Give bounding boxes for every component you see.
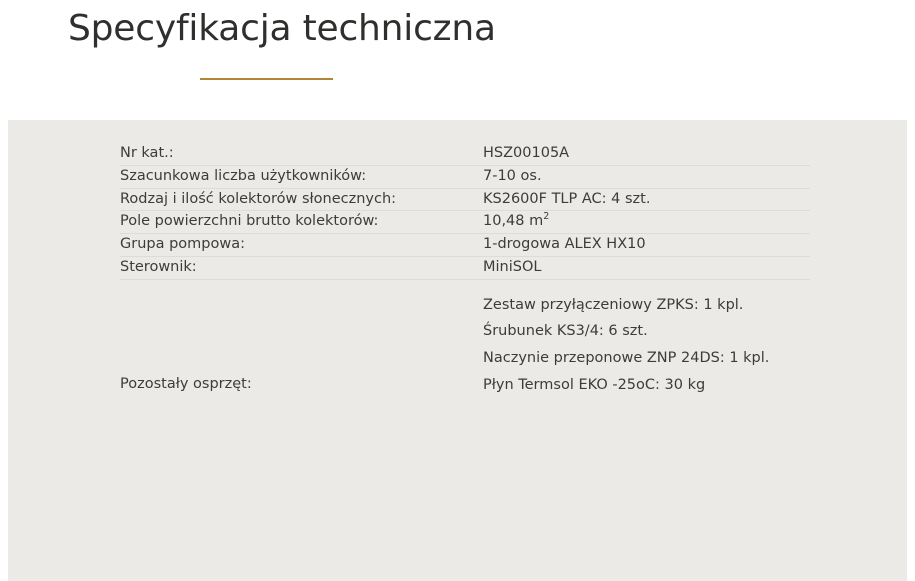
- row-value: HSZ00105A: [483, 145, 570, 161]
- row-value-list: [483, 279, 810, 414]
- accessory-line: Zestaw przyłączeniowy ZPKS: 1 kpl.: [483, 296, 744, 313]
- row-value: [483, 211, 810, 234]
- table-row-accessories: [120, 279, 810, 414]
- accessory-line: Płyn Termsol EKO -25oC: 30 kg: [483, 376, 706, 393]
- row-label: Pozostały osprzęt:: [120, 375, 252, 392]
- row-value: 7-10 os.: [483, 167, 542, 184]
- page-title: Specyfikacja techniczna: [68, 8, 496, 49]
- table-row: [120, 188, 810, 211]
- table-row: [120, 256, 810, 279]
- accessory-line: Śrubunek KS3/4: 6 szt.: [483, 323, 648, 340]
- row-label: Pole powierzchni brutto kolektorów:: [120, 213, 379, 230]
- row-value: KS2600F TLP AC: 4 szt.: [483, 190, 651, 207]
- table-row: [120, 143, 810, 165]
- table-row: [120, 165, 810, 188]
- row-label: Sterownik:: [120, 258, 197, 275]
- specification-table: [120, 143, 810, 414]
- title-underline-rule: [200, 78, 333, 80]
- row-value: MiniSOL: [483, 258, 542, 275]
- row-label: Grupa pompowa:: [120, 236, 245, 252]
- table-row: [120, 234, 810, 257]
- row-value-superscript: 2: [543, 211, 550, 223]
- row-value-text: 10,48 m: [483, 213, 544, 230]
- row-label: Rodzaj i ilość kolektorów słonecznych:: [120, 190, 397, 207]
- row-value: 1-drogowa ALEX HX10: [483, 236, 646, 252]
- specification-panel: [8, 120, 907, 581]
- row-label: Szacunkowa liczba użytkowników:: [120, 167, 367, 184]
- accessory-line: Naczynie przeponowe ZNP 24DS: 1 kpl.: [483, 350, 770, 366]
- table-row: [120, 211, 810, 234]
- row-label: Nr kat.:: [120, 145, 174, 161]
